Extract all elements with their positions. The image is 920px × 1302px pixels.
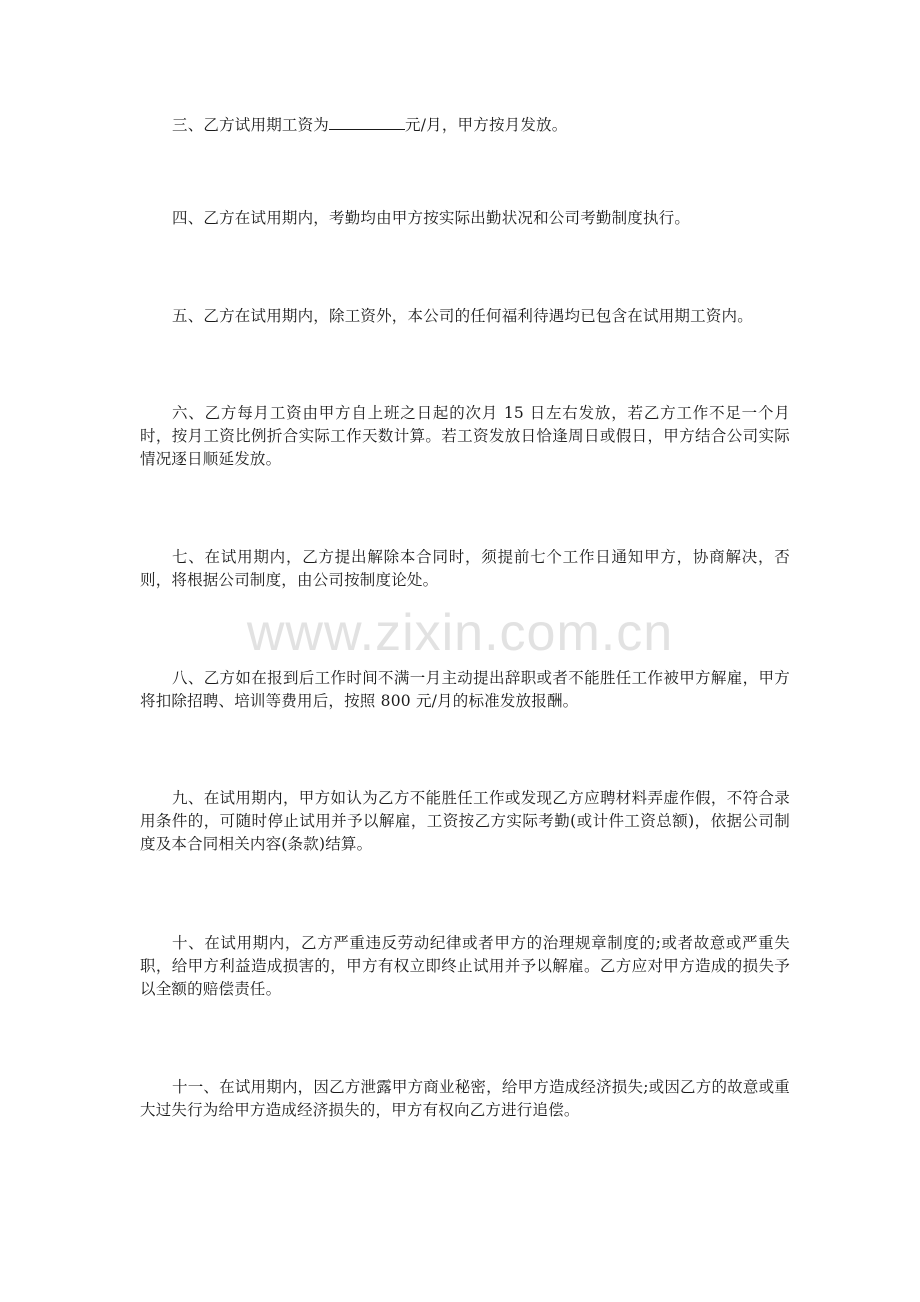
clause-10: 十、在试用期内，乙方严重违反劳动纪律或者甲方的治理规章制度的;或者故意或严重失职，给甲方利益造成损害的，甲方有权立即终止试用并予以解雇。乙方应对甲方造成的损失予以全额的赔偿责任。 (140, 934, 790, 998)
watermark: www.zixin.com.cn (246, 604, 674, 662)
clause-5: 五、乙方在试用期内，除工资外，本公司的任何福利待遇均已包含在试用期工资内。 (172, 307, 753, 325)
clause-8: 八、乙方如在报到后工作时间不满一月主动提出辞职或者不能胜任工作被甲方解雇，甲方将扣除招聘、培训等费用后，按照 800 元/月的标准发放报酬。 (140, 669, 790, 710)
clause-3-text-before: 三、乙方试用期工资为 (172, 116, 330, 134)
clause-4: 四、乙方在试用期内，考勤均由甲方按实际出勤状况和公司考勤制度执行。 (172, 209, 691, 227)
clause-11: 十一、在试用期内，因乙方泄露甲方商业秘密，给甲方造成经济损失;或因乙方的故意或重大过失行为给甲方造成经济损失的，甲方有权向乙方进行追偿。 (140, 1078, 790, 1119)
clause-3-text-after: 元/月，甲方按月发放。 (405, 116, 568, 134)
clause-3 (140, 113, 790, 137)
clause-7: 七、在试用期内，乙方提出解除本合同时，须提前七个工作日通知甲方，协商解决，否则，将根据公司制度，由公司按制度论处。 (140, 548, 790, 589)
salary-blank-line (329, 113, 405, 130)
clause-9: 九、在试用期内，甲方如认为乙方不能胜任工作或发现乙方应聘材料弄虚作假，不符合录用条件的，可随时停止试用并予以解雇，工资按乙方实际考勤(或计件工资总额)，依据公司制度及本合同相关内容(条款)结算。 (140, 789, 790, 853)
clause-6: 六、乙方每月工资由甲方自上班之日起的次月 15 日左右发放，若乙方工作不足一个月时，按月工资比例折合实际工作天数计算。若工资发放日恰逢周日或假日，甲方结合公司实际情况逐日顺延发放。 (140, 404, 790, 468)
